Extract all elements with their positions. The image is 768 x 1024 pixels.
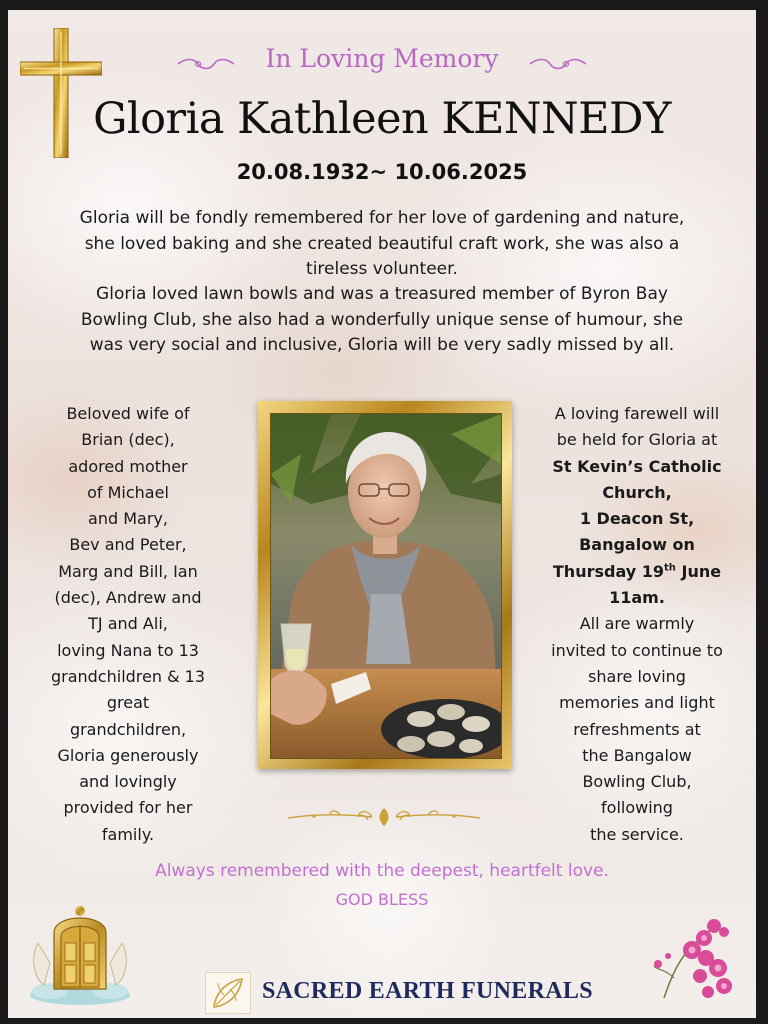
family-line: great: [106, 693, 150, 713]
closing-message: Always remembered with the deepest, heartfelt love.: [155, 861, 609, 881]
wake-line: refreshments at: [573, 719, 701, 739]
tribute-line: was very social and inclusive, Gloria will be very sadly missed by all.: [89, 335, 675, 355]
wake-line: invited to continue to: [551, 640, 723, 660]
life-dates: 20.08.1932~ 10.06.2025: [236, 160, 528, 184]
tribute-line: she loved baking and she created beautiful craft work, she was also a: [84, 233, 680, 254]
heaven-gate-icon: [28, 903, 132, 1007]
orchid-icon: [644, 908, 740, 1004]
service-venue: Church,: [602, 482, 672, 502]
service-intro: be held for Gloria at: [556, 430, 718, 450]
tribute-line: Bowling Club, she also had a wonderfully unique sense of humour, she: [80, 309, 684, 330]
wake-line: memories and light: [559, 693, 715, 713]
family-text: [28, 401, 228, 848]
wake-line: the Bangalow: [582, 745, 692, 765]
service-day-suffix: th: [664, 562, 676, 574]
deceased-name: Gloria Kathleen KENNEDY: [93, 94, 671, 144]
family-line: of Michael: [87, 482, 169, 502]
service-details: [526, 401, 748, 848]
family-line: Marg and Bill, Ian: [58, 561, 198, 581]
tribute-line: Gloria will be fondly remembered for her love of gardening and nature,: [79, 208, 685, 228]
god-bless-text: GOD BLESS: [335, 890, 429, 909]
tribute-paragraph-2: [28, 282, 736, 359]
family-line: grandchildren,: [69, 719, 187, 739]
family-line: provided for her: [63, 798, 193, 818]
wake-line: following: [601, 798, 673, 818]
family-line: adored mother: [68, 456, 188, 476]
wake-line: Bowling Club,: [582, 772, 692, 792]
wake-line: All are warmly: [579, 614, 695, 634]
portrait-photo: [270, 413, 502, 759]
leaf-logo-icon: [205, 972, 251, 1014]
tribute-line: Gloria loved lawn bowls and was a treasured member of Byron Bay: [96, 284, 668, 304]
family-line: grandchildren & 13: [50, 666, 206, 686]
service-town: Bangalow on: [579, 535, 695, 555]
family-line: Beloved wife of: [66, 404, 190, 423]
family-line: Gloria generously: [57, 745, 199, 765]
service-address: 1 Deacon St,: [579, 509, 695, 529]
wake-line: share loving: [588, 666, 686, 686]
service-month: June: [675, 561, 722, 581]
gold-ornament-divider-icon: [284, 804, 484, 830]
funeral-home-brand: SACRED EARTH FUNERALS: [262, 978, 593, 1004]
family-line: family.: [101, 824, 155, 844]
family-line: loving Nana to 13: [57, 640, 199, 660]
tribute-line: tireless volunteer.: [306, 259, 458, 279]
family-line: (dec), Andrew and: [54, 588, 202, 608]
in-loving-memory-heading: In Loving Memory: [265, 44, 499, 73]
tribute-paragraph-1: [28, 206, 736, 283]
service-date: [526, 559, 748, 585]
service-venue: St Kevin’s Catholic: [552, 456, 722, 476]
service-intro: A loving farewell will: [554, 404, 720, 423]
family-line: and lovingly: [79, 772, 177, 792]
wake-line: the service.: [590, 824, 684, 844]
family-line: TJ and Ali,: [88, 614, 168, 634]
family-line: Brian (dec),: [81, 430, 175, 450]
memorial-card: [8, 10, 756, 1018]
service-time: 11am.: [609, 588, 665, 608]
service-day: Thursday 19: [552, 561, 665, 581]
family-line: Bev and Peter,: [69, 535, 187, 555]
family-line: and Mary,: [88, 509, 168, 529]
